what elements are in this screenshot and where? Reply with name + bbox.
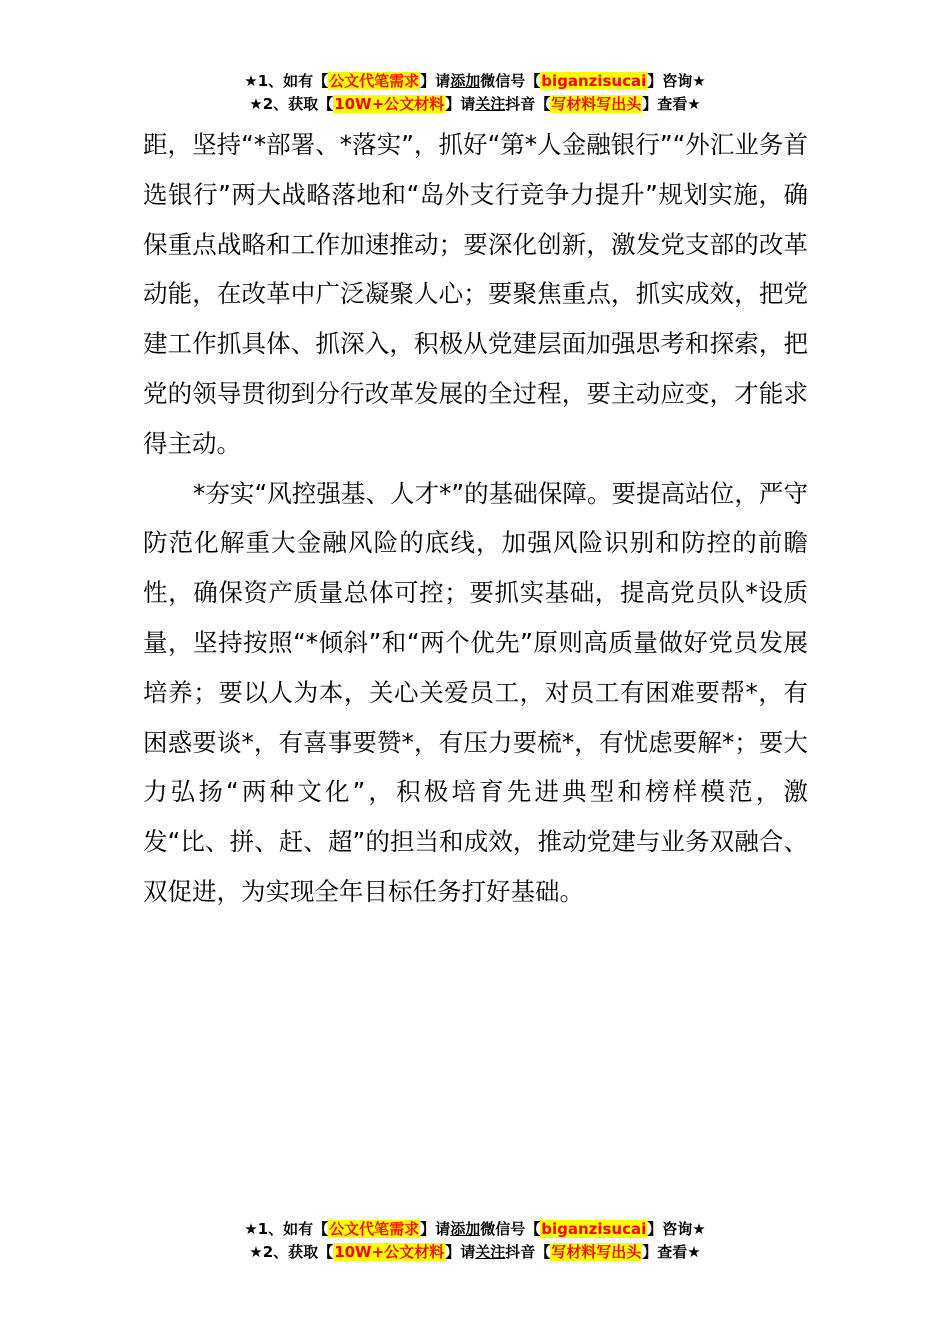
banner-text: 】请 — [445, 1243, 476, 1261]
paragraph-2: *夯实“风控强基、人才*”的基础保障。要提高站位，严守防范化解重大金融风险的底线，加强风险识别和防控的前瞻性，确保资产质量总体可控；要抓实基础，提高党员队*设质量，坚持按照“*倾斜”和“两个优先”原则高质量做好党员发展培养；要以人为本，关心关爱员工，对员工有困难要帮*，有困惑要谈*，有喜事要赞*，有压力要梳*，有忧虑要解*；要大力弘扬“两种文化”，积极培育先进典型和榜样模范，激发“比、拼、赶、超”的担当和成效，推动党建与业务双融合、双促进，为实现全年目标任务打好基础。 — [143, 478, 808, 906]
banner-line-1 — [0, 1218, 950, 1241]
banner-text: 抖音【 — [505, 95, 551, 113]
banner-text: ★2、获取【 — [249, 1243, 334, 1261]
banner-text: 】请 — [420, 1220, 451, 1238]
banner-highlight: 10W+公文材料 — [334, 1243, 445, 1261]
banner-emphasis: 关注 — [475, 95, 506, 113]
banner-highlight: 10W+公文材料 — [334, 95, 445, 113]
banner-text: 】请 — [445, 95, 476, 113]
banner-text: ★2、获取【 — [249, 95, 334, 113]
banner-text: 】查看★ — [642, 95, 701, 113]
banner-text: 微信号【 — [480, 72, 541, 90]
banner-text: 】咨询★ — [647, 72, 706, 90]
banner-text: 微信号【 — [480, 1220, 541, 1238]
banner-text: 】请 — [420, 72, 451, 90]
banner-text: ★1、如有【 — [244, 1220, 329, 1238]
banner-text: 】查看★ — [642, 1243, 701, 1261]
banner-text: ★1、如有【 — [244, 72, 329, 90]
banner-line-2 — [0, 93, 950, 116]
banner-line-1 — [0, 70, 950, 93]
banner-highlight: 写材料写出头 — [551, 1243, 642, 1261]
footer-banner — [0, 1218, 950, 1264]
banner-highlight: biganzisucai — [541, 72, 647, 90]
banner-highlight: biganzisucai — [541, 1220, 647, 1238]
banner-emphasis: 添加 — [450, 72, 481, 90]
header-banner — [0, 70, 950, 116]
banner-emphasis: 关注 — [475, 1243, 506, 1261]
document-body — [143, 120, 808, 917]
banner-highlight: 公文代笔需求 — [329, 72, 420, 90]
paragraph-1: 距，坚持“*部署、*落实”，抓好“第*人金融银行”“外汇业务首选银行”两大战略落地和“岛外支行竞争力提升”规划实施，确保重点战略和工作加速推动；要深化创新，激发党支部的改革动能，在改革中广泛凝聚人心；要聚焦重点，抓实成效，把党建工作抓具体、抓深入，积极从党建层面加强思考和探索，把党的领导贯彻到分行改革发展的全过程，要主动应变，才能求得主动。 — [143, 130, 808, 458]
banner-emphasis: 添加 — [450, 1220, 481, 1238]
banner-line-2 — [0, 1241, 950, 1264]
banner-text: 】咨询★ — [647, 1220, 706, 1238]
banner-highlight: 公文代笔需求 — [329, 1220, 420, 1238]
banner-highlight: 写材料写出头 — [551, 95, 642, 113]
banner-text: 抖音【 — [505, 1243, 551, 1261]
